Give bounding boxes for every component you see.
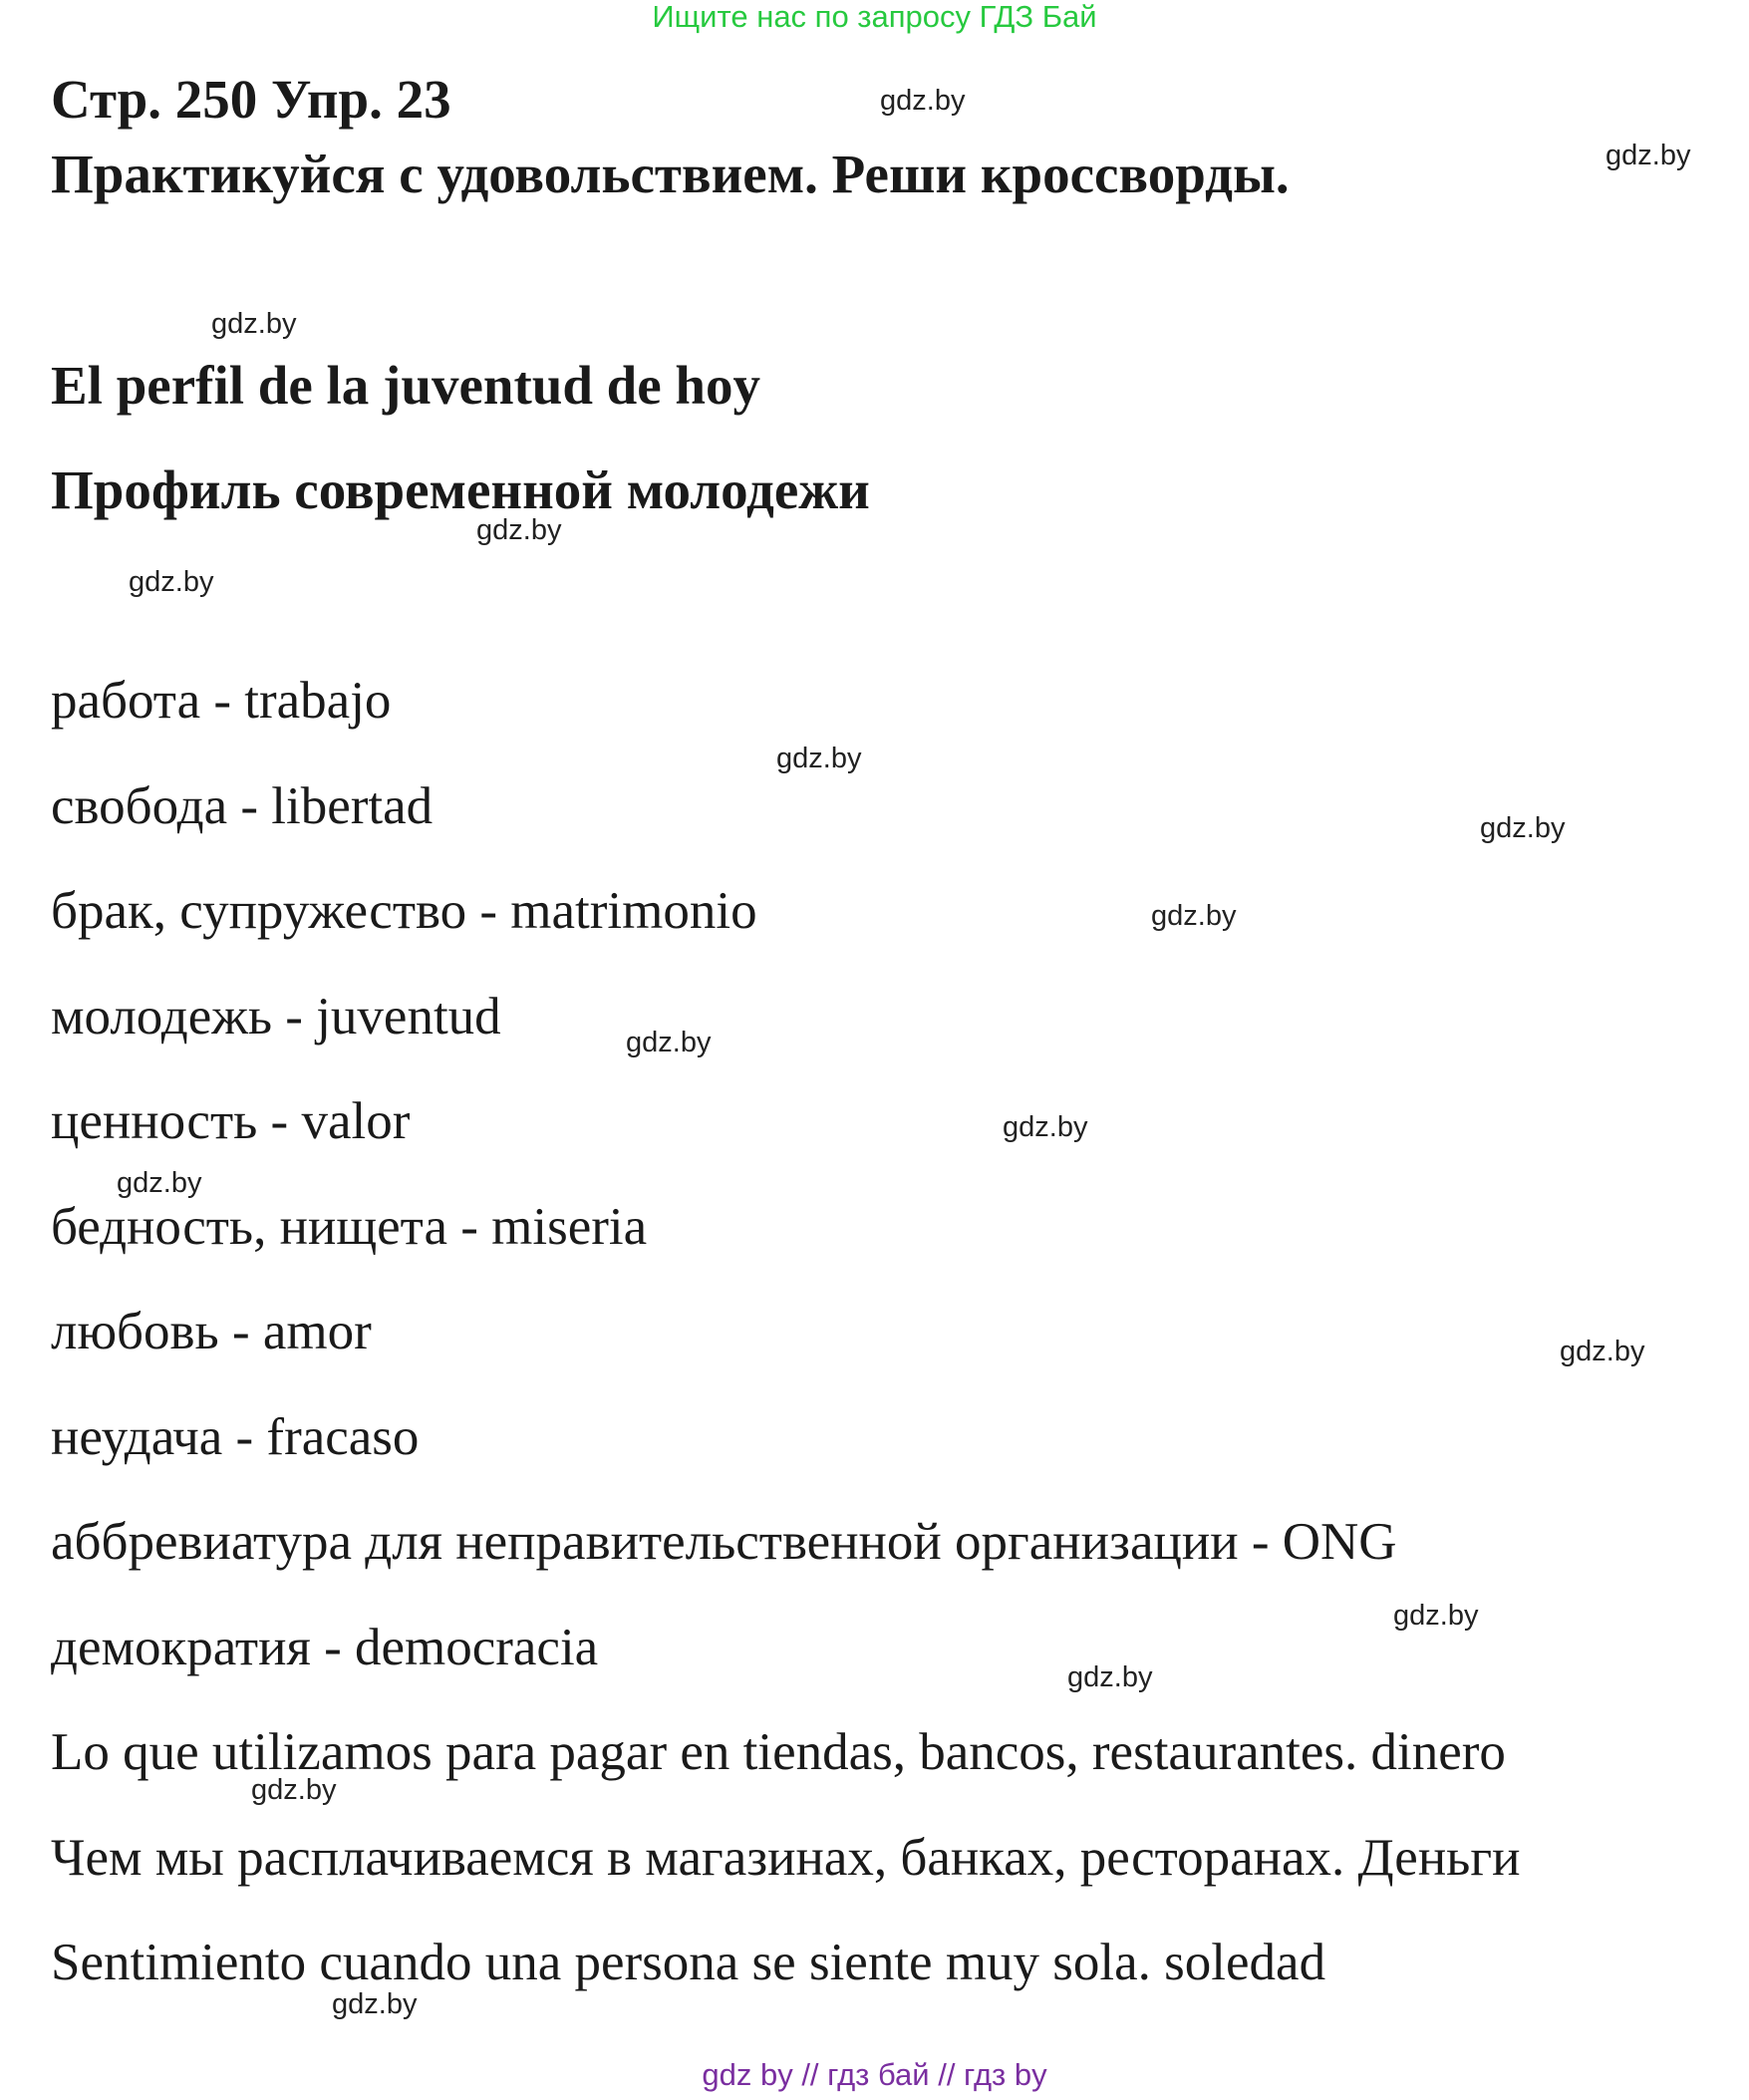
task-heading: Практикуйся с удовольствием. Реши кроссворды.: [51, 144, 1290, 204]
vocab-line: молодежь - juventud: [51, 988, 501, 1046]
vocab-line: брак, супружество - matrimonio: [51, 882, 757, 940]
page-reference-heading: Стр. 250 Упр. 23: [51, 69, 451, 130]
topic-heading-russian: Профиль современной молодежи: [51, 459, 870, 520]
vocab-line: свобода - libertad: [51, 777, 434, 835]
watermark: gdz.by: [1480, 812, 1566, 844]
clue-line: Sentimiento cuando una persona se siente muy sola. soledad: [51, 1934, 1326, 1991]
vocab-line: демократия - democracia: [51, 1619, 599, 1676]
watermark: gdz.by: [332, 1988, 418, 2020]
vocab-line: ценность - valor: [51, 1092, 411, 1150]
clue-line: Lo que utilizamos para pagar en tiendas, bancos, restaurantes. dinero: [51, 1723, 1506, 1781]
watermark: gdz.by: [1067, 1661, 1153, 1693]
watermark: gdz.by: [880, 85, 966, 117]
watermark: gdz.by: [1151, 900, 1237, 932]
watermark: gdz.by: [1560, 1336, 1645, 1367]
top-banner[interactable]: Ищите нас по запросу ГДЗ Бай: [652, 0, 1097, 34]
vocab-line: аббревиатура для неправительственной организации - ONG: [51, 1513, 1397, 1571]
watermark: gdz.by: [211, 308, 297, 340]
vocab-line: неудача - fracaso: [51, 1408, 420, 1466]
watermark: gdz.by: [1393, 1600, 1479, 1632]
watermark: gdz.by: [1605, 140, 1691, 171]
watermark: gdz.by: [626, 1027, 712, 1058]
watermark: gdz.by: [776, 743, 862, 774]
bottom-banner[interactable]: gdz by // гдз бай // гдз by: [702, 2057, 1047, 2092]
vocab-line: работа - trabajo: [51, 672, 392, 730]
watermark: gdz.by: [251, 1774, 337, 1806]
watermark: gdz.by: [1003, 1111, 1088, 1143]
clue-line: Чем мы расплачиваемся в магазинах, банках, ресторанах. Деньги: [51, 1829, 1521, 1887]
vocab-line: любовь - amor: [51, 1303, 372, 1360]
vocab-line: бедность, нищета - miseria: [51, 1198, 648, 1256]
watermark: gdz.by: [117, 1167, 202, 1199]
watermark: gdz.by: [129, 566, 214, 598]
watermark: gdz.by: [476, 514, 562, 546]
topic-heading-spanish: El perfil de la juventud de hoy: [51, 355, 761, 416]
